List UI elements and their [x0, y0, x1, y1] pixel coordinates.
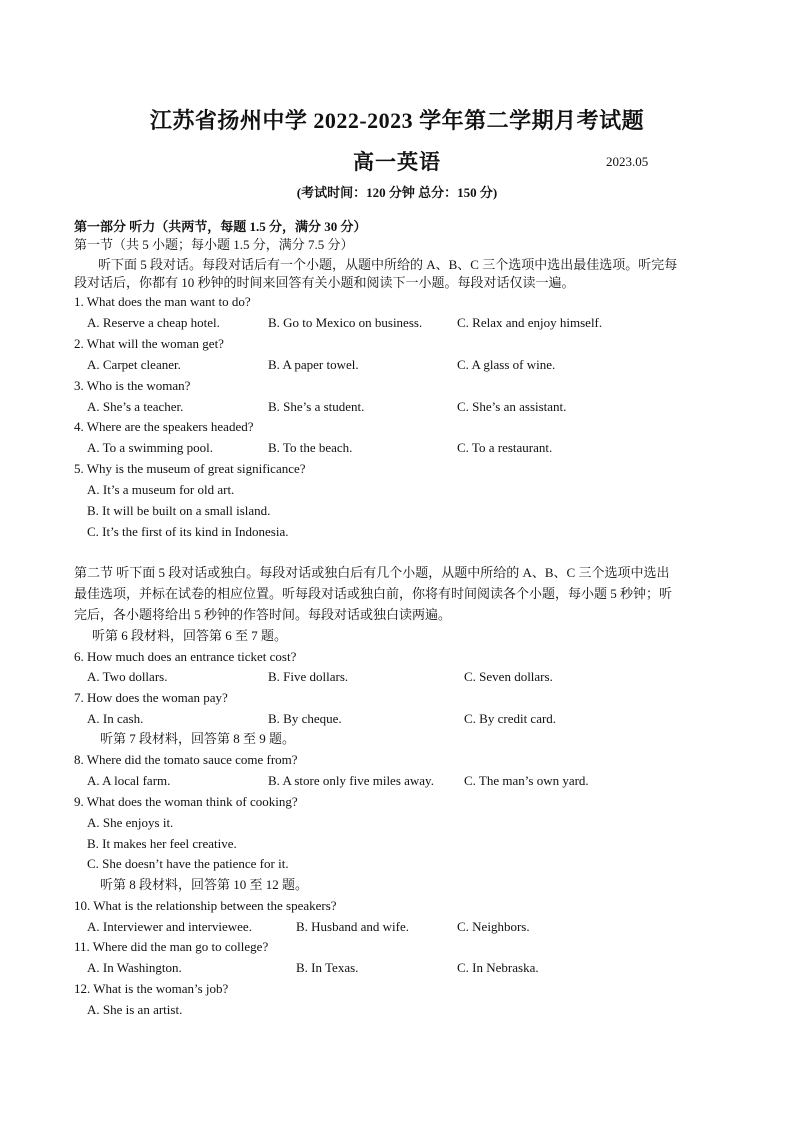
q11-option-b: B. In Texas.	[296, 960, 359, 975]
q12-option-a: A. She is an artist.	[87, 1002, 183, 1017]
q6-option-b: B. Five dollars.	[268, 669, 349, 684]
question-3: 3. Who is the woman?	[74, 378, 191, 393]
section2-instructions: 第二节 听下面 5 段对话或独白。每段对话或独白后有几个小题，从题中所给的 A、B、C 三个选项中选出	[74, 565, 670, 580]
section1-instructions: 听下面 5 段对话。每段对话后有一个小题，从题中所给的 A、B、C 三个选项中选出最佳选项。听完每	[98, 257, 678, 272]
q11-option-a: A. In Washington.	[87, 960, 182, 975]
question-7: 7. How does the woman pay?	[74, 690, 228, 705]
q1-option-a: A. Reserve a cheap hotel.	[87, 315, 220, 330]
q6-option-c: C. Seven dollars.	[464, 669, 553, 684]
material-note-6-7: 听第 6 段材料，回答第 6 至 7 题。	[92, 628, 288, 643]
question-12: 12. What is the woman’s job?	[74, 981, 229, 996]
question-5: 5. Why is the museum of great significance?	[74, 461, 306, 476]
q5-option-b: B. It will be built on a small island.	[87, 503, 271, 518]
exam-info: (考试时间：120 分钟 总分：150 分)	[296, 185, 498, 200]
material-note-10-12: 听第 8 段材料，回答第 10 至 12 题。	[100, 877, 309, 892]
exam-title: 江苏省扬州中学 2022-2023 学年第二学期月考试题	[149, 108, 645, 133]
exam-subject: 高一英语	[353, 150, 441, 174]
question-8: 8. Where did the tomato sauce come from?	[74, 752, 298, 767]
section1-heading: 第一节（共 5 小题；每小题 1.5 分，满分 7.5 分）	[74, 237, 354, 252]
q2-option-c: C. A glass of wine.	[457, 357, 556, 372]
q4-option-a: A. To a swimming pool.	[87, 440, 213, 455]
question-4: 4. Where are the speakers headed?	[74, 419, 254, 434]
material-note-8-9: 听第 7 段材料，回答第 8 至 9 题。	[100, 731, 296, 746]
q3-option-b: B. She’s a student.	[268, 399, 365, 414]
q2-option-a: A. Carpet cleaner.	[87, 357, 181, 372]
q5-option-c: C. It’s the first of its kind in Indonesia.	[87, 524, 289, 539]
q8-option-c: C. The man’s own yard.	[464, 773, 589, 788]
q1-option-b: B. Go to Mexico on business.	[268, 315, 423, 330]
question-6: 6. How much does an entrance ticket cost?	[74, 649, 297, 664]
section1-instructions-cont: 段对话后，你都有 10 秒钟的时间来回答有关小题和阅读下一小题。每段对话仅读一遍。	[74, 275, 575, 290]
q10-option-b: B. Husband and wife.	[296, 919, 410, 934]
q7-option-a: A. In cash.	[87, 711, 144, 726]
question-2: 2. What will the woman get?	[74, 336, 224, 351]
q7-option-b: B. By cheque.	[268, 711, 342, 726]
q1-option-c: C. Relax and enjoy himself.	[457, 315, 603, 330]
q9-option-b: B. It makes her feel creative.	[87, 836, 237, 851]
q7-option-c: C. By credit card.	[464, 711, 557, 726]
question-11: 11. Where did the man go to college?	[74, 939, 269, 954]
q5-option-a: A. It’s a museum for old art.	[87, 482, 235, 497]
q4-option-b: B. To the beach.	[268, 440, 353, 455]
q9-option-a: A. She enjoys it.	[87, 815, 174, 830]
exam-date: 2023.05	[606, 154, 649, 169]
q10-option-c: C. Neighbors.	[457, 919, 530, 934]
question-1: 1. What does the man want to do?	[74, 294, 251, 309]
q10-option-a: A. Interviewer and interviewee.	[87, 919, 252, 934]
question-9: 9. What does the woman think of cooking?	[74, 794, 298, 809]
section2-instructions-cont1: 最佳选项，并标在试卷的相应位置。听每段对话或独白前，你将有时间阅读各个小题，每小题 5 秒钟；听	[74, 586, 673, 601]
q9-option-c: C. She doesn’t have the patience for it.	[87, 856, 289, 871]
q3-option-a: A. She’s a teacher.	[87, 399, 184, 414]
section2-instructions-cont2: 完后，各小题将给出 5 秒钟的作答时间。每段对话或独白读两遍。	[74, 607, 452, 622]
q2-option-b: B. A paper towel.	[268, 357, 359, 372]
q6-option-a: A. Two dollars.	[87, 669, 168, 684]
q3-option-c: C. She’s an assistant.	[457, 399, 567, 414]
part1-heading: 第一部分 听力（共两节，每题 1.5 分，满分 30 分）	[74, 219, 367, 234]
q8-option-b: B. A store only five miles away.	[268, 773, 434, 788]
q8-option-a: A. A local farm.	[87, 773, 171, 788]
q4-option-c: C. To a restaurant.	[457, 440, 553, 455]
q11-option-c: C. In Nebraska.	[457, 960, 539, 975]
question-10: 10. What is the relationship between the speakers?	[74, 898, 337, 913]
